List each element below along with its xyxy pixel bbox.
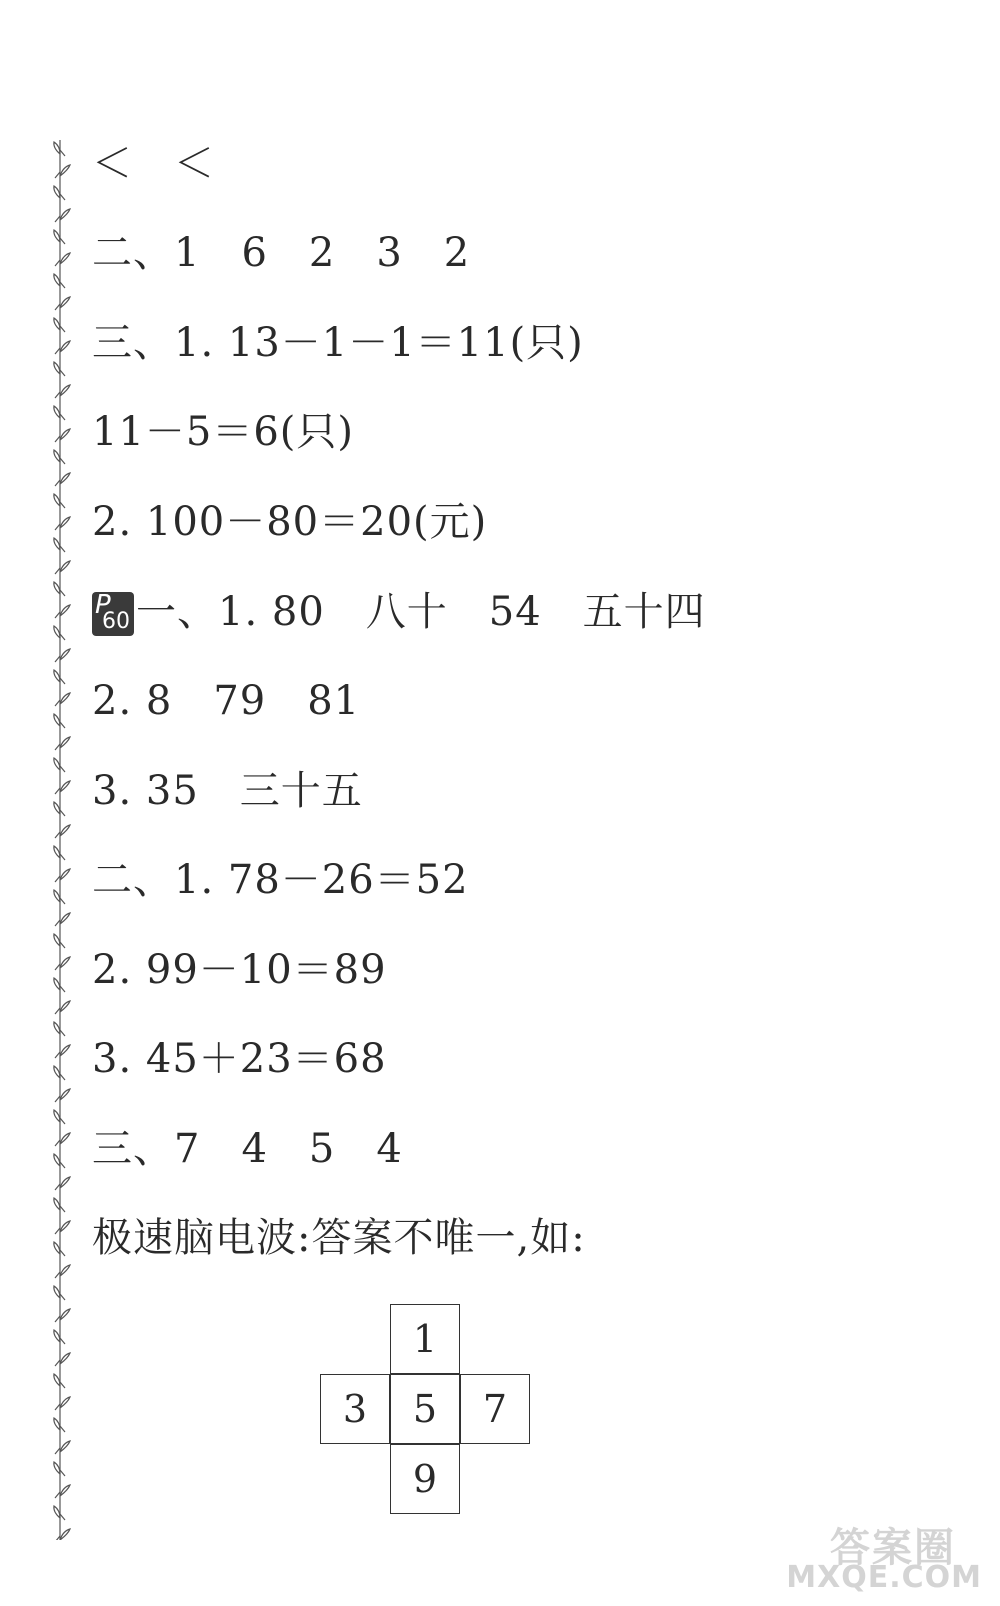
answer-line-5: 2. 100－80＝20(元)	[92, 499, 488, 545]
vine-tendril	[55, 1140, 60, 1146]
vine-leaf	[54, 318, 60, 330]
vine-tendril	[55, 920, 60, 926]
answer-line-9: 二、1. 78－26＝52	[92, 857, 469, 903]
vine-tendril	[55, 1360, 60, 1366]
vine-tendril	[60, 678, 65, 684]
vine-tendril	[60, 1118, 65, 1124]
answer-line-8: 3. 35 三十五	[92, 768, 363, 814]
vine-tendril	[60, 1206, 65, 1212]
vine-leaf	[54, 142, 60, 154]
vine-leaf	[60, 1309, 70, 1320]
vine-leaf	[54, 626, 60, 638]
vine-leaf	[54, 1462, 60, 1474]
vine-tendril	[60, 1294, 65, 1300]
vine-leaf	[54, 670, 60, 682]
watermark-url: MXQE.COM	[786, 1560, 982, 1595]
vine-leaf	[54, 934, 60, 946]
vine-tendril	[60, 942, 65, 948]
vine-leaf	[54, 274, 60, 286]
vine-tendril	[60, 1514, 65, 1520]
vine-leaf	[60, 297, 70, 308]
vine-tendril	[60, 810, 65, 816]
vine-tendril	[55, 392, 60, 398]
vine-leaf	[60, 781, 70, 792]
vine-leaf	[54, 1154, 60, 1166]
vine-leaf	[54, 1286, 60, 1298]
vine-leaf	[54, 714, 60, 726]
vine-leaf	[60, 605, 70, 616]
vine-tendril	[60, 1074, 65, 1080]
vine-leaf	[54, 1418, 60, 1430]
vine-tendril	[55, 700, 60, 706]
vine-leaf	[54, 1330, 60, 1342]
vine-tendril	[60, 898, 65, 904]
vine-leaf	[60, 1133, 70, 1144]
vine-leaf	[54, 1022, 60, 1034]
vine-leaf	[60, 1485, 70, 1496]
vine-leaf	[60, 517, 70, 528]
vine-leaf	[60, 1177, 70, 1188]
vine-tendril	[55, 832, 60, 838]
vine-leaf	[60, 1265, 70, 1276]
answer-line-11: 3. 45＋23＝68	[92, 1036, 387, 1082]
vine-tendril	[55, 1316, 60, 1322]
vine-leaf	[54, 1110, 60, 1122]
vine-tendril	[55, 348, 60, 354]
grid-cell-left: 3	[320, 1374, 390, 1444]
vine-tendril	[55, 1008, 60, 1014]
vine-leaf	[60, 473, 70, 484]
vine-leaf	[60, 825, 70, 836]
vine-tendril	[60, 238, 65, 244]
vine-leaf	[54, 978, 60, 990]
vine-tendril	[60, 546, 65, 552]
vine-tendril	[60, 1030, 65, 1036]
vine-tendril	[60, 722, 65, 728]
vine-leaf	[54, 758, 60, 770]
page-tag-letter: P	[95, 590, 111, 620]
vine-tendril	[60, 502, 65, 508]
vine-tendril	[60, 458, 65, 464]
grid-cell-top: 1	[390, 1304, 460, 1374]
vine-leaf	[60, 561, 70, 572]
answer-line-12: 三、7 4 5 4	[92, 1126, 403, 1172]
vine-leaf	[60, 1001, 70, 1012]
vine-leaf	[60, 429, 70, 440]
vine-tendril	[60, 986, 65, 992]
vine-tendril	[55, 612, 60, 618]
vine-tendril	[55, 480, 60, 486]
vine-tendril	[55, 568, 60, 574]
vine-leaf	[60, 1353, 70, 1364]
vine-tendril	[55, 1096, 60, 1102]
vine-tendril	[55, 964, 60, 970]
vine-tendril	[55, 1536, 60, 1540]
vine-leaf	[54, 230, 60, 242]
vine-leaf	[54, 1066, 60, 1078]
vine-tendril	[60, 1338, 65, 1344]
vine-tendril	[55, 216, 60, 222]
vine-leaf	[54, 450, 60, 462]
vine-leaf	[60, 1441, 70, 1452]
vine-leaf	[60, 1529, 70, 1540]
vine-leaf	[60, 1089, 70, 1100]
vine-tendril	[55, 260, 60, 266]
vine-tendril	[60, 766, 65, 772]
vine-leaf	[60, 1045, 70, 1056]
vine-tendril	[60, 1426, 65, 1432]
answer-line-4: 11－5＝6(只)	[92, 409, 355, 455]
vine-tendril	[55, 304, 60, 310]
vine-tendril	[60, 634, 65, 640]
vine-tendril	[60, 1470, 65, 1476]
vine-tendril	[60, 370, 65, 376]
cross-number-grid	[320, 1304, 530, 1514]
vine-tendril	[55, 1184, 60, 1190]
vine-tendril	[60, 326, 65, 332]
vine-leaf	[54, 406, 60, 418]
vine-leaf	[54, 494, 60, 506]
vine-tendril	[60, 1250, 65, 1256]
grid-cell-bottom: 9	[390, 1444, 460, 1514]
vine-tendril	[55, 788, 60, 794]
vine-tendril	[60, 282, 65, 288]
vine-tendril	[55, 1228, 60, 1234]
answer-line-3: 三、1. 13－1－1＝11(只)	[92, 320, 584, 366]
vine-tendril	[60, 590, 65, 596]
answer-line-1: ＜ ＜	[92, 141, 215, 187]
vine-tendril	[60, 150, 65, 156]
vine-leaf	[60, 913, 70, 924]
vine-leaf	[54, 186, 60, 198]
vine-leaf	[54, 1374, 60, 1386]
vine-tendril	[55, 1448, 60, 1454]
vine-leaf	[60, 693, 70, 704]
vine-leaf	[54, 1506, 60, 1518]
vine-leaf	[60, 385, 70, 396]
vine-leaf	[54, 846, 60, 858]
vine-leaf	[60, 649, 70, 660]
vine-tendril	[55, 876, 60, 882]
watermark-logo-text: 答案圈	[830, 1525, 956, 1571]
vine-leaf	[54, 538, 60, 550]
vine-tendril	[55, 1052, 60, 1058]
grid-cell-center: 5	[390, 1374, 460, 1444]
vine-tendril	[55, 1404, 60, 1410]
vine-leaf	[60, 737, 70, 748]
vine-leaf	[54, 1198, 60, 1210]
answer-line-7: 2. 8 79 81	[92, 678, 361, 724]
vine-tendril	[60, 194, 65, 200]
vine-tendril	[55, 744, 60, 750]
vine-leaf	[60, 209, 70, 220]
vine-leaf	[60, 341, 70, 352]
vine-leaf	[60, 869, 70, 880]
vine-leaf	[60, 957, 70, 968]
vine-border-icon	[52, 140, 74, 1540]
page-number-badge	[92, 592, 134, 636]
vine-leaf	[60, 253, 70, 264]
answer-line-6: 一、1. 80 八十 54 五十四	[136, 589, 706, 635]
vine-leaf	[60, 1397, 70, 1408]
vine-tendril	[60, 854, 65, 860]
vine-leaf	[54, 582, 60, 594]
vine-leaf	[60, 1221, 70, 1232]
page-tag-number: 60	[102, 609, 130, 634]
answer-line-2: 二、1 6 2 3 2	[92, 230, 471, 276]
vine-leaf	[60, 165, 70, 176]
vine-tendril	[55, 172, 60, 178]
vine-leaf	[54, 1242, 60, 1254]
vine-tendril	[55, 436, 60, 442]
grid-cell-right: 7	[460, 1374, 530, 1444]
vine-tendril	[60, 1382, 65, 1388]
watermark	[782, 1516, 992, 1600]
vine-tendril	[55, 656, 60, 662]
vine-tendril	[55, 1492, 60, 1498]
vine-tendril	[60, 414, 65, 420]
vine-leaf	[54, 890, 60, 902]
vine-leaf	[54, 362, 60, 374]
answer-line-10: 2. 99－10＝89	[92, 947, 387, 993]
vine-leaf	[54, 802, 60, 814]
vine-tendril	[55, 1272, 60, 1278]
answer-line-13: 极速脑电波:答案不唯一,如:	[92, 1215, 586, 1261]
vine-tendril	[60, 1162, 65, 1168]
vine-tendril	[55, 524, 60, 530]
